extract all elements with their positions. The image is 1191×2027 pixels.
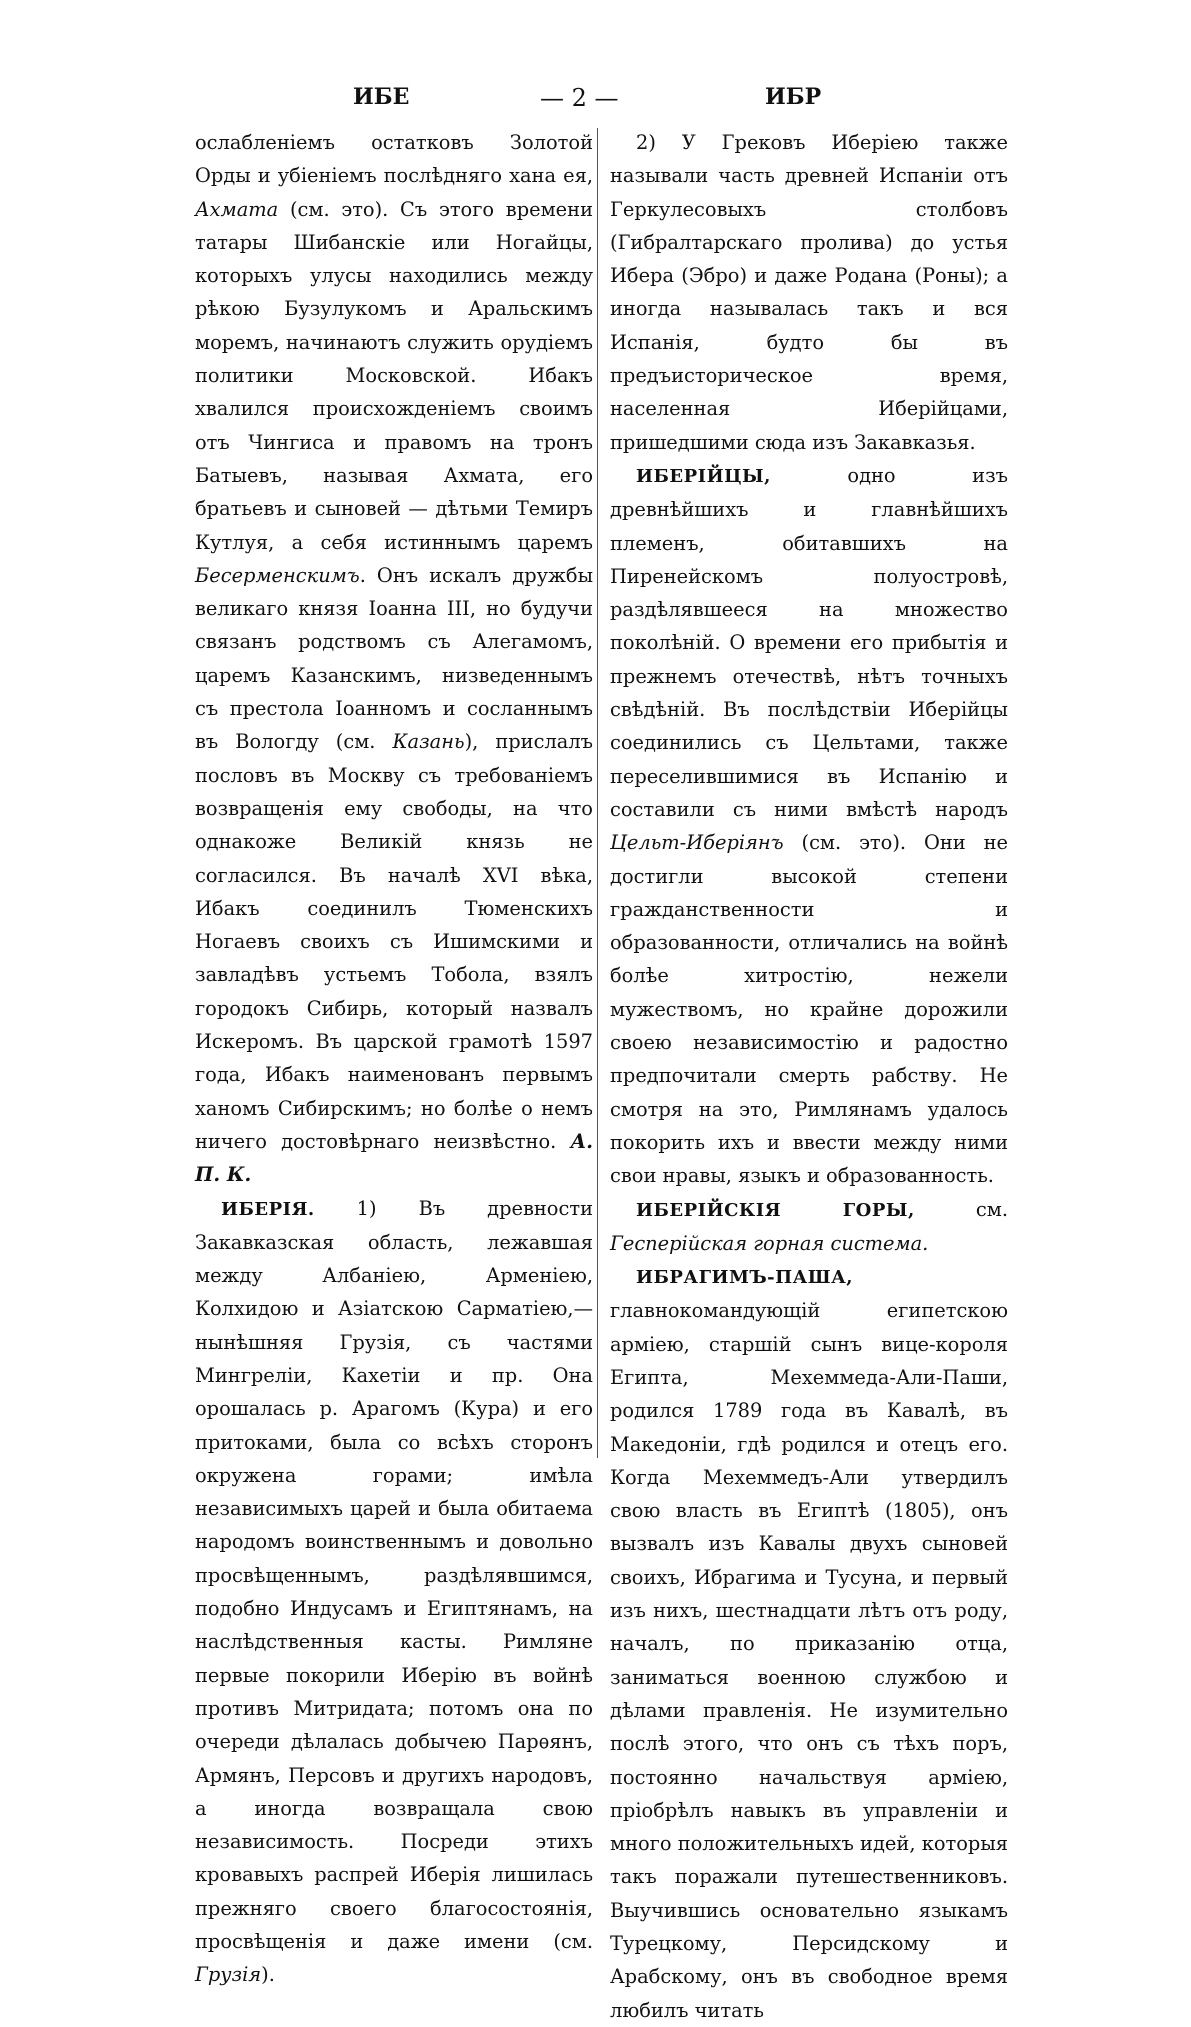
text-run: 1) Въ древности Закавказская область, лежавшая между Албаніею, Арменіею, Колхидою и Азіатскою Сарматіею,—нынѣшняя Грузія, съ частями Мингреліи, Кахетіи и пр. Она орошалась р. Арагомъ (Кура) и его притоками, была со всѣхъ сторонъ окружена горами; имѣла независимыхъ царей и была обитаема народомъ воинственнымъ и довольно просвѣщеннымъ, раздѣлявшимся, подобно Индусамъ и Египтянамъ, на наслѣдственныя касты. Римляне первые покорили Иберію въ войнѣ противъ Митридата; потомъ она по очереди дѣлалась добычею Парѳянъ, Армянъ, Персовъ и другихъ народовъ, а иногда возвращала свою независимость. Посреди этихъ кровавыхъ распрей Иберія лишилась прежняго своего благосостоянія, просвѣщенія и даже имени (см. bbox=[195, 1196, 593, 1954]
entry-iberians bbox=[610, 459, 1008, 1193]
left-column bbox=[195, 126, 593, 1987]
column-divider bbox=[597, 128, 598, 1458]
entry-iberian-mountains bbox=[610, 1193, 1008, 1261]
entry-headword: ИБЕРІЙСКІЯ ГОРЫ, bbox=[636, 1199, 915, 1221]
header-left-guideword: ИБЕ bbox=[353, 84, 410, 110]
text-run: главнокомандующій египетскою арміею, старшій сынъ вице-короля Египта, Мехеммеда-Али-Паши, родился 1789 года въ Кавалѣ, въ Македоніи, гдѣ родился и отецъ его. Когда Мехеммедъ-Али утвердилъ свою власть въ Египтѣ (1805), онъ вызвалъ изъ Кавалы двухъ сыновей своихъ, Ибрагима и Тусуна, и первый изъ нихъ, шестнадцати лѣтъ отъ роду, началъ, по приказанію отца, заниматься военною службою и дѣлами правленія. Не изумительно послѣ этого, что онъ съ тѣхъ поръ, постоянно начальствуя арміею, пріобрѣлъ навыкъ въ управленіи и много положительныхъ идей, которыя такъ поражали путешественниковъ. Выучившись основательно языкамъ Турецкому, Персидскому и Арабскому, онъ въ свободное время любилъ читать bbox=[610, 1299, 1008, 2022]
cross-reference: Гесперійская горная система. bbox=[610, 1231, 929, 1255]
continued-paragraph bbox=[195, 126, 593, 1192]
text-run: 2) У Грековъ Иберіею также называли часть древней Испаніи отъ Геркулесовыхъ столбовъ (Гибралтарскаго пролива) до устья Ибера (Эбро) и даже Родана (Роны); а иногда называлась такъ и вся Испанія, будто бы въ предъисторическое время, населенная Иберійцами, пришедшими сюда изъ Закавказья. bbox=[610, 131, 1008, 454]
header-right-guideword: ИБР bbox=[765, 84, 822, 110]
text-run: ). bbox=[261, 1963, 275, 1987]
text-run: ослабленіемъ остатковъ Золотой Орды и убіеніемъ послѣдняго хана ея, bbox=[195, 131, 593, 188]
cross-reference: Казань bbox=[392, 730, 465, 754]
cross-reference: Грузія bbox=[195, 1963, 262, 1987]
author-signature: А. П. К. bbox=[195, 1129, 593, 1187]
text-run: (см. это). Они не достигли высокой степени гражданственности и образованности, отличались на войнѣ болѣе хитростію, нежели мужествомъ, но крайне дорожили своею независимостію и радостно предпочитали смерть рабству. Не смотря на это, Римлянамъ удалось покорить ихъ и ввести между ними свои нравы, языкъ и образованность. bbox=[610, 831, 1008, 1188]
page-number: — 2 — bbox=[540, 84, 619, 112]
entry-ibrahim-pasha bbox=[610, 1260, 1008, 2027]
entry-iberia-2 bbox=[610, 126, 1008, 459]
running-header bbox=[160, 84, 1020, 118]
entry-headword: ИБЕРІЙЦЫ, bbox=[636, 465, 771, 487]
cross-reference: Ахмата bbox=[195, 197, 279, 221]
entry-headword: ИБРАГИМЪ-ПАША, bbox=[636, 1267, 854, 1289]
text-run: см. bbox=[914, 1197, 1008, 1221]
right-column bbox=[610, 126, 1008, 2022]
italic-term: Цельт-Иберіянъ bbox=[610, 831, 784, 855]
entry-headword: ИБЕРІЯ. bbox=[221, 1198, 315, 1220]
italic-term: Бесерменскимъ bbox=[195, 563, 360, 587]
text-run: . Онъ искалъ дружбы великаго князя Іоанна III, но будучи связанъ родствомъ съ Алегамомъ, царемъ Казанскимъ, низведеннымъ съ престола Іоанномъ и сосланнымъ въ Вологду (см. bbox=[195, 563, 593, 754]
entry-iberia bbox=[195, 1192, 593, 1992]
text-run: одно изъ древнѣйшихъ и главнѣйшихъ племенъ, обитавшихъ на Пиренейскомъ полуостровѣ, раздѣлявшееся на множество поколѣній. О времени его прибытія и прежнемъ отечествѣ, нѣтъ точныхъ свѣдѣній. Въ послѣдствіи Иберійцы соединились съ Цельтами, также переселившимися въ Испанію и составили съ ними вмѣстѣ народъ bbox=[610, 463, 1008, 821]
text-run: (см. это). Съ этого времени татары Шибанскіе или Ногайцы, которыхъ улусы находились между рѣкою Бузулукомъ и Аральскимъ моремъ, начинаютъ служить орудіемъ политики Московской. Ибакъ хвалился происхожденіемъ своимъ отъ Чингиса и правомъ на тронъ Батыевъ, называя Ахмата, его братьевъ и сыновей — дѣтьми Темиръ Кутлуя, а себя истиннымъ царемъ bbox=[195, 197, 593, 554]
text-run: ), прислалъ пословъ въ Москву съ требованіемъ возвращенія ему свободы, на что однакоже Великій князь не согласился. Въ началѣ XVI вѣка, Ибакъ соединилъ Тюменскихъ Ногаевъ своихъ съ Ишимскими и завладѣвъ устьемъ Тобола, взялъ городокъ Сибирь, который назвалъ Искеромъ. Въ царской грамотѣ 1597 года, Ибакъ наименованъ первымъ ханомъ Сибирскимъ; но болѣе о немъ ничего достовѣрнаго неизвѣстно. bbox=[195, 730, 593, 1153]
